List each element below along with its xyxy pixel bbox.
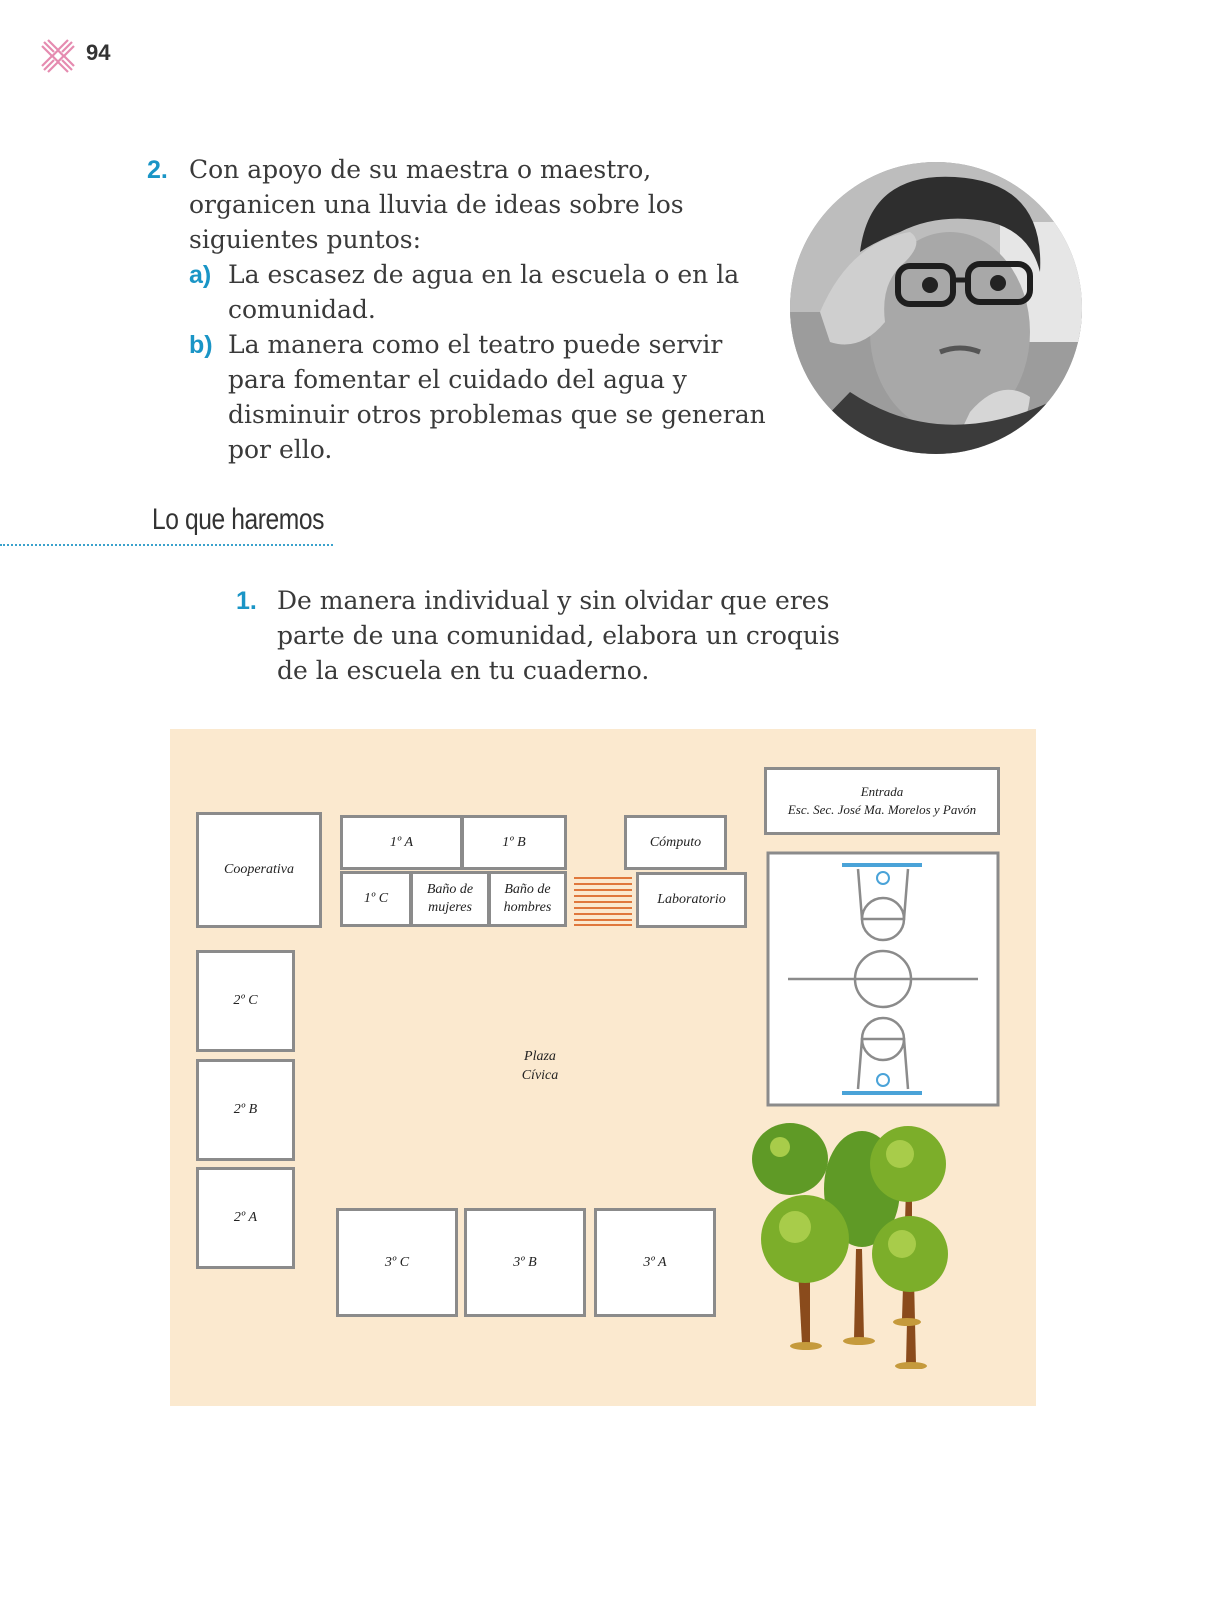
room-2c: 2º C: [196, 950, 295, 1052]
activity-2-number: 2.: [147, 156, 168, 184]
plaza-civica-label: [510, 1047, 570, 1085]
item-a-letter: [189, 257, 211, 293]
room-bano-mujeres: [410, 871, 490, 927]
activity-2-line: organicen una lluvia de ideas sobre los: [189, 190, 684, 219]
trees-icon: [750, 1119, 950, 1369]
activity-1-text: [277, 583, 857, 688]
room-3b: 3º B: [464, 1208, 586, 1317]
activity-2-line: Con apoyo de su maestra o maestro,: [189, 155, 652, 184]
item-b-letter: [189, 327, 213, 363]
room-3a: 3º A: [594, 1208, 716, 1317]
room-laboratorio: Laboratorio: [636, 872, 747, 928]
item-b-line: para fomentar el cuidado del agua y: [228, 365, 687, 394]
entrance-label: [764, 767, 1000, 835]
activity-1: [236, 583, 257, 619]
room-computo: Cómputo: [624, 815, 727, 870]
room-3c: 3º C: [336, 1208, 458, 1317]
entrance-title: Entrada: [860, 784, 904, 799]
student-photo: [790, 162, 1082, 454]
school-map: [170, 729, 1036, 1406]
bano-mujeres-line: mujeres: [428, 900, 472, 915]
room-1c: 1º C: [340, 871, 412, 927]
section-underline: [0, 544, 333, 546]
activity-1-number: 1.: [236, 587, 257, 615]
entrance-school-name: Esc. Sec. José Ma. Morelos y Pavón: [787, 802, 977, 817]
bano-hombres-line: hombres: [503, 900, 552, 915]
room-cooperativa: Cooperativa: [196, 812, 322, 928]
section-title: Lo que haremos: [152, 503, 325, 536]
plaza-line: Plaza: [524, 1049, 556, 1064]
item-b-text: [228, 327, 768, 467]
activity-1-line: parte de una comunidad, elabora un croquis: [277, 621, 840, 650]
activity-2-text: [189, 152, 769, 257]
item-b-marker: b): [189, 331, 213, 359]
room-1a: 1º A: [340, 815, 463, 870]
stairs-icon: [574, 875, 634, 927]
item-a-marker: a): [189, 261, 212, 289]
activity-2-line: siguientes puntos:: [189, 225, 421, 254]
activity-1-line: de la escuela en tu cuaderno.: [277, 656, 650, 685]
activity-1-line: De manera individual y sin olvidar que eres: [277, 586, 830, 615]
item-a-line: comunidad.: [228, 295, 376, 324]
room-bano-hombres: [488, 871, 567, 927]
room-1b: 1º B: [461, 815, 567, 870]
ornament-logo-icon: [40, 38, 76, 74]
plaza-line: Cívica: [521, 1068, 559, 1083]
room-2a: 2º A: [196, 1167, 295, 1269]
page-number: 94: [86, 40, 111, 65]
item-b-line: por ello.: [228, 435, 333, 464]
bano-mujeres-line: Baño de: [426, 882, 474, 897]
basketball-court: [766, 851, 1000, 1107]
item-b-line: La manera como el teatro puede servir: [228, 330, 723, 359]
item-a-text: [228, 257, 768, 327]
item-b-line: disminuir otros problemas que se generan: [228, 400, 766, 429]
room-2b: 2º B: [196, 1059, 295, 1161]
bano-hombres-line: Baño de: [504, 882, 551, 897]
activity-2: [147, 152, 168, 188]
item-a-line: La escasez de agua en la escuela o en la: [228, 260, 740, 289]
